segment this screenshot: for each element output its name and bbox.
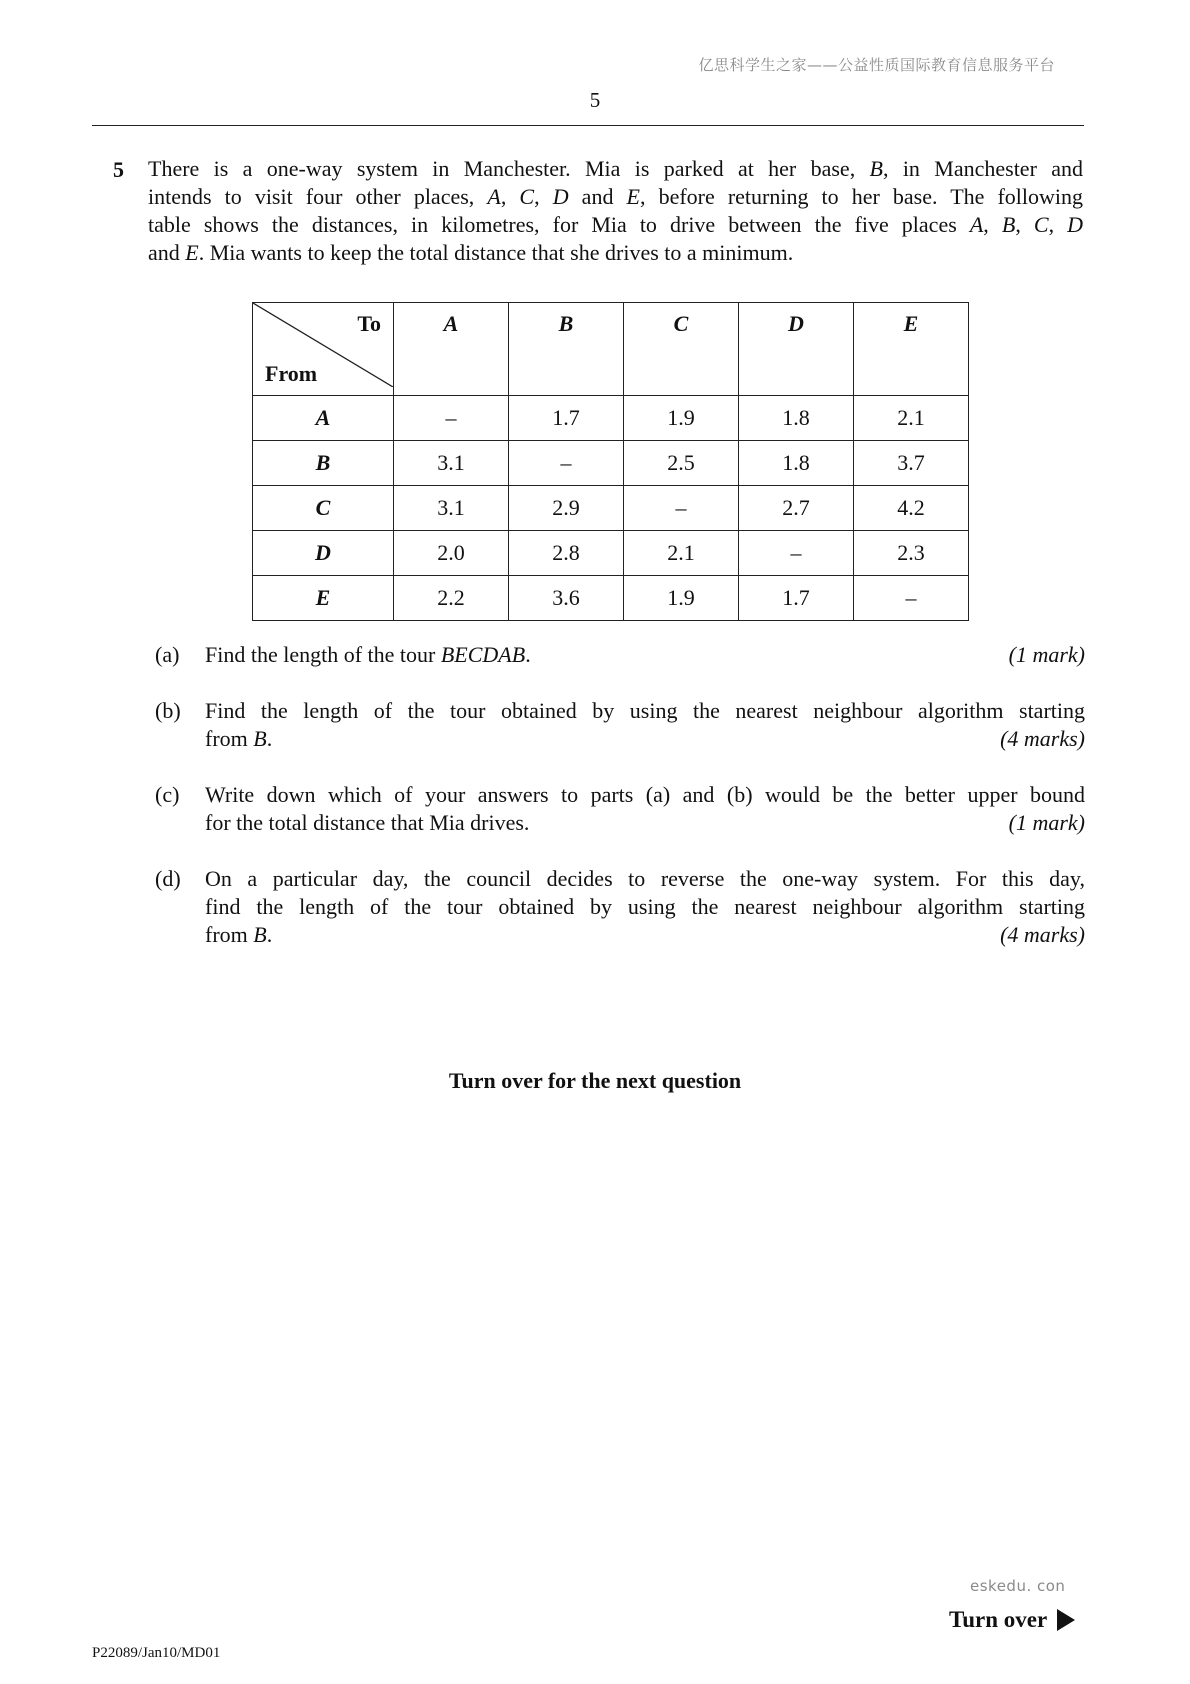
part-c-label: (c) — [155, 782, 180, 807]
question-line — [148, 155, 1083, 183]
table-cell: 2.1 — [854, 396, 969, 441]
part-b-base: B — [253, 726, 267, 751]
place-letter: C — [519, 184, 535, 209]
part-a-label: (a) — [155, 642, 180, 667]
table-row — [253, 441, 969, 486]
table-header-row — [253, 303, 969, 396]
part-b-marks: (4 marks) — [1000, 726, 1085, 751]
turn-over-next-question: Turn over for the next question — [448, 1068, 742, 1093]
question-line — [148, 183, 1083, 211]
question-fragment: . Mia wants to keep the total distance that she drives to a minimum. — [198, 240, 794, 265]
turn-over-label — [949, 1607, 1075, 1633]
table-cell: 3.1 — [394, 486, 509, 531]
question-fragment: , before returning to her base. The following — [639, 184, 1084, 209]
part-b-label: (b) — [155, 698, 181, 723]
question-fragment: , — [500, 184, 520, 209]
part-b-line1: Find the length of the tour obtained by using the nearest neighbour algorithm starting — [205, 698, 1085, 723]
place-letter: A — [969, 212, 984, 237]
question-fragment: and — [148, 240, 186, 265]
place-letter: E — [626, 184, 640, 209]
question-fragment: intends to visit four other places, — [148, 184, 488, 209]
part-d-period: . — [266, 922, 273, 947]
question-number: 5 — [113, 157, 124, 182]
table-cell: 2.0 — [394, 531, 509, 576]
table-cell: 3.1 — [394, 441, 509, 486]
question-line — [148, 211, 1083, 239]
table-cell: 2.2 — [394, 576, 509, 621]
table-cell: – — [739, 531, 854, 576]
table-cell: 1.9 — [624, 396, 739, 441]
table-cell: 1.8 — [739, 441, 854, 486]
table-cell: 1.7 — [509, 396, 624, 441]
table-corner-cell — [253, 303, 394, 396]
corner-to-label: To — [357, 311, 381, 336]
place-letter: E — [185, 240, 199, 265]
part-c-marks: (1 mark) — [1008, 810, 1085, 835]
table-cell: – — [394, 396, 509, 441]
column-header-a: A — [394, 303, 509, 396]
question-fragment: There is a one-way system in Manchester. Mia is parked at her base, — [148, 156, 870, 181]
column-header-b: B — [509, 303, 624, 396]
part-a-period: . — [525, 642, 531, 667]
distance-table — [252, 302, 969, 621]
part-d-base: B — [253, 922, 267, 947]
table-cell: 4.2 — [854, 486, 969, 531]
turn-over-text: Turn over — [949, 1607, 1048, 1632]
place-letter: C — [1033, 212, 1049, 237]
paper-code: P22089/Jan10/MD01 — [92, 1645, 221, 1661]
part-d-line2: find the length of the tour obtained by using the nearest neighbour algorithm starting — [205, 894, 1085, 919]
row-header-d: D — [253, 531, 394, 576]
row-header-b: B — [253, 441, 394, 486]
row-header-a: A — [253, 396, 394, 441]
table-cell: 2.5 — [624, 441, 739, 486]
table-row — [253, 576, 969, 621]
row-header-c: C — [253, 486, 394, 531]
table-row — [253, 486, 969, 531]
column-header-c: C — [624, 303, 739, 396]
header-rule — [92, 125, 1084, 126]
table-cell: 2.7 — [739, 486, 854, 531]
question-text — [148, 155, 1083, 267]
part-a-text: Find the length of the tour — [205, 642, 441, 667]
part-c-line2: for the total distance that Mia drives. — [205, 810, 530, 835]
part-c-line1: Write down which of your answers to parts (a) and (b) would be the better upper bound — [205, 782, 1085, 807]
part-a-tour: BECDAB — [440, 642, 526, 667]
question-fragment: , — [1015, 212, 1034, 237]
table-cell: 2.3 — [854, 531, 969, 576]
place-letter: D — [552, 184, 569, 209]
page-number: 5 — [589, 88, 601, 112]
part-d-marks: (4 marks) — [1000, 922, 1085, 947]
table-cell: – — [854, 576, 969, 621]
table-cell: 3.6 — [509, 576, 624, 621]
table-row — [253, 531, 969, 576]
column-header-d: D — [739, 303, 854, 396]
question-fragment: , — [983, 212, 1002, 237]
question-fragment: and — [568, 184, 627, 209]
table-row — [253, 396, 969, 441]
question-fragment: table shows the distances, in kilometres, for Mia to drive between the five places — [148, 212, 970, 237]
table-cell: – — [624, 486, 739, 531]
part-b-line2: from — [205, 726, 254, 751]
table-cell: 2.8 — [509, 531, 624, 576]
part-d-line1: On a particular day, the council decides to reverse the one-way system. For this day, — [205, 866, 1085, 891]
column-header-e: E — [854, 303, 969, 396]
footer-watermark: eskedu. con — [970, 1577, 1066, 1595]
question-fragment: , — [534, 184, 553, 209]
right-triangle-arrow-icon — [1057, 1609, 1075, 1631]
place-letter: D — [1067, 212, 1084, 237]
part-a-marks: (1 mark) — [1008, 642, 1085, 667]
table-cell: 2.1 — [624, 531, 739, 576]
table-cell: 1.8 — [739, 396, 854, 441]
table-cell: 2.9 — [509, 486, 624, 531]
table-cell: 3.7 — [854, 441, 969, 486]
row-header-e: E — [253, 576, 394, 621]
corner-from-label: From — [265, 361, 318, 386]
table-cell: 1.7 — [739, 576, 854, 621]
part-d-label: (d) — [155, 866, 181, 891]
place-letter: B — [1001, 212, 1016, 237]
table-cell: – — [509, 441, 624, 486]
question-fragment: , — [1048, 212, 1068, 237]
part-d-line3: from — [205, 922, 254, 947]
question-line — [148, 239, 1083, 267]
place-letter: A — [487, 184, 501, 209]
question-fragment: , in Manchester and — [882, 156, 1083, 181]
part-b-period: . — [266, 726, 273, 751]
place-letter: B — [869, 156, 883, 181]
header-watermark: 亿思科学生之家——公益性质国际教育信息服务平台 — [698, 56, 1055, 74]
table-cell: 1.9 — [624, 576, 739, 621]
